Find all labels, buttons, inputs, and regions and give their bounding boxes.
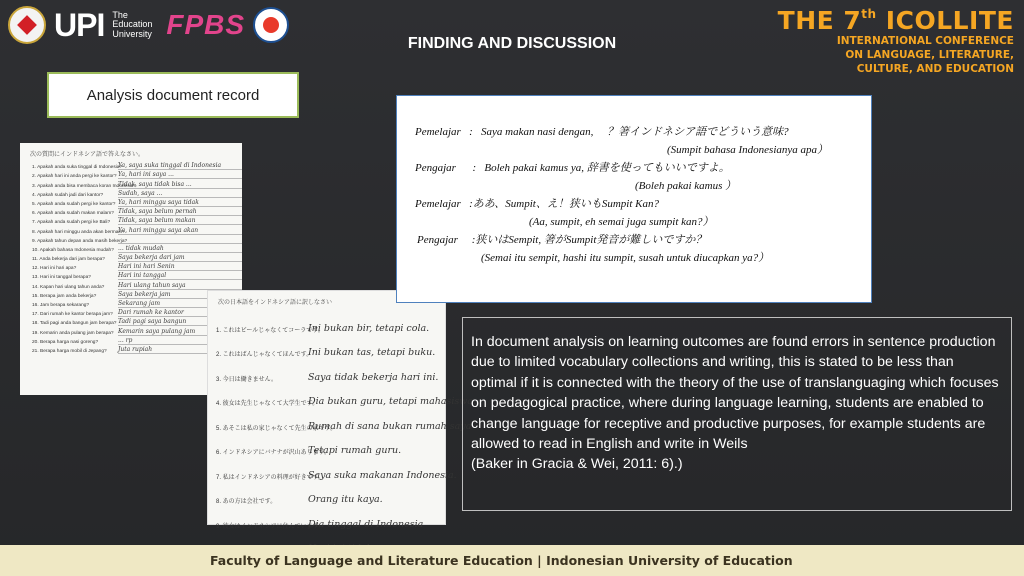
worksheet-question: 19. Kemarin anda pulang jam berapa? [32,330,114,336]
explanation-citation: (Baker in Gracia & Wei, 2011: 6).) [471,456,683,473]
worksheet-question: 14. Kapan hari ulang tahun anda? [32,284,105,290]
dialogue-translation: (Aa, sumpit, eh semai juga sumpit kan?） [529,216,714,228]
handwritten-answer: Hari ini tanggal [118,272,242,280]
worksheet-question: 7. Apakah anda sudah pergi ke Bali? [32,220,111,226]
handwritten-answer: Ya, hari ini saya ... [118,171,242,179]
worksheet-row [20,225,242,234]
worksheet-row [208,456,457,481]
handwritten-answer: Dia tinggal di Indonesia [308,518,424,530]
worksheet-question: 5. Apakah anda sudah pergi ke kantor? [32,201,116,207]
handwritten-answer: Ini bukan tas, tetapi buku. [308,347,436,358]
handwritten-answer: Ya, hari minggu saya tidak [118,199,242,207]
worksheet-question: 16. Jam berapa sekarang? [32,303,90,308]
worksheet-row [208,358,445,383]
conference-logo [778,8,1014,75]
worksheet-question: 8. あの方は会社です。 [216,499,277,505]
dialogue-line: Pemelajar : Saya makan nasi dengan, ？箸インドネシア語でどういう意味? [415,126,789,138]
worksheet-question: 4. 彼女は先生じゃなくて大学生です。 [216,401,319,407]
handwritten-answer: Saya tidak bekerja hari ini. [308,371,439,383]
footer-bar [0,545,1024,576]
handwritten-answer: Hari ini hari Senin [118,263,242,271]
handwritten-answer: Dia bukan guru, tetapi mahasiswa. [308,396,477,407]
worksheet-question: 13. Hari ini tanggal berapa? [32,275,91,281]
handwritten-answer: Tidak, saya belum makan [118,217,242,225]
worksheet-question: 6. インドネシアにバナナが沢山あります。 [216,450,331,456]
worksheet-2-rows [208,309,477,554]
conference-subtitle-3: CULTURE, AND EDUCATION [856,63,1014,76]
worksheet-question: 20. Berapa harga nasi goreng? [32,339,99,345]
worksheet-row [208,432,445,457]
explanation-text: In document analysis on learning outcomes are found errors in sentence production due to limited vocabulary collections and writing, this is stated to be less than optimal if it is connected with the theory of the use of translanguaging which focuses on pedagogical practice, where during language learning, students are enabled to change language for receptive and productive purposes, for example students are allowed to read in English and write in Weils [471,334,999,453]
worksheet-question: 12. Hari ini hari apa? [32,266,77,272]
analysis-document-label: Analysis document record [47,72,299,118]
worksheet-question: 3. 今日は働きません。 [216,376,278,383]
upi-wordmark: UPI [54,7,105,43]
worksheet-question: 17. Dari rumah ke kantor berapa jam? [32,312,113,318]
handwritten-answer: ... tidak mudah [118,245,242,253]
worksheet-question: 2. これはばんじゃなくてほんです。 [216,352,313,358]
worksheet-question: 8. Apakah hari minggu anda akan bermain? [32,229,125,235]
dialogue-line: Pengajar : Boleh pakai kamus ya, 辞書を使ってもいいですよ。 [415,162,730,174]
handwritten-answer: Saya bekerja dari jam [118,254,242,262]
handwritten-answer: Tidak, saya belum pernah [118,208,242,216]
handwritten-answer: Sudah, saya ... [118,190,242,198]
worksheet-row [20,189,242,198]
worksheet-question: 5. あそこは私の家じゃなくて先生の家です。 [216,425,337,432]
explanation-box [462,317,1012,511]
worksheet-row [20,216,242,225]
handwritten-answer: Ya, saya suka tinggal di Indonesia [118,162,242,170]
worksheet-question: 21. Berapa harga mobil di Jepang? [32,348,107,354]
handwritten-answer [118,243,242,244]
worksheet-row [20,161,242,170]
worksheet-row [208,334,445,359]
handwritten-answer: Ini bukan bir, tetapi cola. [308,322,430,334]
handwritten-answer: Kemarin saya pulang jam [118,328,242,336]
upi-subtitle: The Education University [112,9,153,39]
handwritten-answer: Ya, hari minggu saya akan [118,227,242,235]
worksheet-row [20,170,242,179]
fpbs-logo: FPBS [166,9,246,40]
worksheet-question: 1. これはビールじゃなくてコーラです。 [216,327,324,334]
worksheet-question: 6. Apakah anda sudah makan malam? [32,211,114,217]
dialogue-line: Pemelajar :ああ、Sumpit、え！狭いもSumpit Kan? [415,198,660,210]
worksheet-row [20,179,242,188]
handwritten-answer: Tetapi rumah guru. [308,445,402,456]
dialogue-translation: (Boleh pakai kamus ） [635,180,737,192]
handwritten-answer: Hari ulang tahun saya [118,282,242,290]
worksheet-question: 7. 私はインドネシアの料理が好きです。 [216,474,325,481]
worksheet-question: 9. Apakah tahun depan anda masih bekerja? [32,238,128,244]
footer-text: Faculty of Language and Literature Education | Indonesian University of Education [210,553,793,568]
dialogue-translation: (Semai itu sempit, hashi itu sumpit, susah untuk diucapkan ya?） [481,252,770,264]
handwritten-answer: Saya bekerja jam [118,291,242,299]
worksheet-row [208,481,445,506]
worksheet-question: 4. Apakah sudah jadi dari kantor? [32,192,104,198]
handwritten-answer: Rumah di sana bukan rumah saya [308,420,472,432]
handwritten-answer: Orang itu kaya. [308,494,383,505]
handwritten-answer: ... rp [118,337,242,345]
handwritten-answer: Juta rupiah [118,346,242,354]
handwritten-answer: Tidak, saya tidak bisa ... [118,181,242,189]
worksheet-row [20,244,242,253]
worksheet-question: 2. Apakah hari ini anda pergi ke kantor? [32,174,117,180]
dialogue-translation: (Sumpit bahasa Indonesianya apa） [667,144,829,156]
page-title: FINDING AND DISCUSSION [407,35,617,52]
dialogue-line: Pengajar :狭いはSempit, 箸がSumpit発音が難しいですか？ [417,234,707,246]
worksheet-question: 3. Apakah anda bisa membaca koran Indonesia? [32,183,137,189]
conference-subtitle-2: ON LANGUAGE, LITERATURE, [845,49,1014,62]
worksheet-row [20,198,242,207]
worksheet-1-header: 次の質問にインドネシア語で答えなさい。 [30,152,144,158]
handwritten-answer: Dari rumah ke kantor [118,309,242,317]
worksheet-row [20,271,242,280]
worksheet-row [20,262,242,271]
worksheet-row [20,280,242,289]
conference-subtitle-1: INTERNATIONAL CONFERENCE [836,35,1014,47]
worksheet-question: 1. Apakah anda suka tinggal di Indonesia? [32,165,123,171]
handwritten-answer: Tadi pagi saya bangun [118,318,242,326]
worksheet-row [20,235,242,244]
handwritten-answer: Sekarang jam [118,300,242,308]
worksheet-row [208,383,477,408]
worksheet-question: 15. Berapa jam anda bekerja? [32,293,97,299]
worksheet-row [208,309,445,334]
handwritten-answer: Saya suka makanan Indonesia. [308,469,457,481]
worksheet-row [20,207,242,216]
worksheet-question: 10. Apakah bahasa Indonesia mudah? [32,247,114,253]
conference-title: THE 7th ICOLLITE [777,6,1014,35]
worksheet-2-header: 次の日本語をインドネシア語に訳しなさい [218,300,332,306]
worksheet-row [208,407,472,432]
worksheet-row [208,505,445,530]
worksheet-question: 18. Tadi pagi anda bangun jam berapa? [32,321,117,327]
worksheet-image-2 [208,291,477,530]
worksheet-row [20,253,242,262]
worksheet-question: 9. 彼女はインドネシアに住んでいます。 [216,523,325,530]
dialogue-transcript [396,95,872,303]
worksheet-question: 11. Anda bekerja dari jam berapa? [32,257,105,263]
